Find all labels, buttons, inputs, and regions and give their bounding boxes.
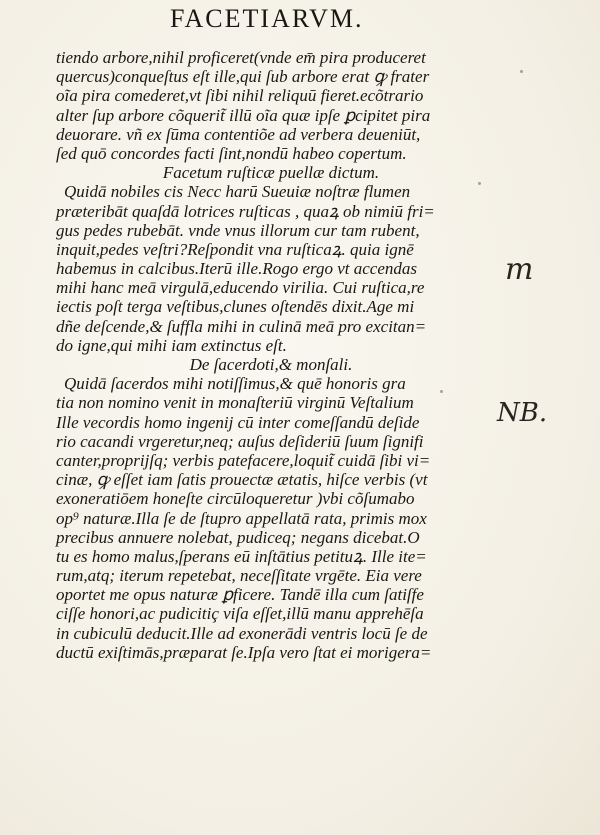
text-line: gus pedes rubebāt. vnde vnus illorum cur tam rubent, bbox=[56, 220, 420, 240]
paper-speck bbox=[520, 70, 523, 73]
text-line: tia non nomino venit in monaſteriū virginū Veſtalium bbox=[56, 393, 414, 413]
text-line: alter ſup arbore cõquerit̃ illū oĩa quæ ipſe ꝑcipitet pira bbox=[56, 105, 431, 125]
text-line: canter,proprijſq; verbis patefacere,loquit̃ cuidā ſibi vi= bbox=[56, 450, 431, 470]
text-line: mihi hanc meā virgulā,educendo virilia. Cui ruſtica,re bbox=[56, 278, 425, 298]
body-text bbox=[56, 48, 486, 662]
text-line: op⁹ naturæ.Illa ſe de ſtupro appellatā rata, primis mox bbox=[56, 508, 427, 528]
text-line: rum,atq; iterum repetebat, neceſſitate vrgēte. Eia vere bbox=[56, 566, 422, 586]
text-line: precibus annuere nolebat, pudiceq; negans dicebat.O bbox=[56, 527, 420, 547]
section-heading: Facetum ruſticæ puellæ dictum. bbox=[162, 163, 380, 183]
text-line: Quidā ſacerdos mihi notiſſimus,& quē honoris gra bbox=[64, 374, 406, 394]
text-line: iectis poſt terga veſtibus,clunes oſtendēs dixit.Age mi bbox=[56, 297, 415, 317]
text-line: deuorare. vñ ex ſūma contentiõe ad verbera deueniūt, bbox=[56, 124, 421, 144]
margin-annotation: m bbox=[505, 252, 534, 287]
text-line: ductū exiſtimās,præparat ſe.Ipſa vero ſtat ei morigera= bbox=[56, 642, 432, 662]
running-title: FACETIARVM. bbox=[170, 4, 364, 33]
text-line: rio cacandi vrgeretur,neq; auſus deſideriū ſuum ſignifi bbox=[56, 431, 424, 451]
paper-speck bbox=[478, 182, 481, 185]
section-heading: De ſacerdoti,& monſali. bbox=[189, 355, 353, 374]
text-line: oportet me opus naturæ ꝑficere. Tandē illa cum ſatiſfe bbox=[56, 585, 424, 605]
text-line: dñe deſcende,& ſuffla mihi in culinā meā pro excitan= bbox=[56, 316, 427, 336]
text-line: cinæ, ꝙ eſſet iam ſatis prouectæ ætatis, hiſce verbis (vt bbox=[56, 470, 428, 490]
margin-annotation: NB. bbox=[497, 398, 548, 428]
text-line: ciſſe honori,ac pudicitiç viſa eſſet,illū manu apprehēſa bbox=[56, 604, 424, 624]
text-line: exoneratiōem honeſte circūloqueretur )vbi cõſumabo bbox=[56, 489, 415, 509]
text-line: in cubiculū deducit.Ille ad exonerādi ventris locū ſe de bbox=[56, 623, 428, 643]
text-line: habemus in calcibus.Iterū ille.Rogo ergo vt accendas bbox=[56, 259, 418, 279]
text-line: tu es homo malus,ſperans eū inſtātius petituꝝ. Ille ite= bbox=[56, 546, 427, 566]
text-line: oĩa pira comederet,vt ſibi nihil reliquū fieret.ecõtrario bbox=[56, 86, 424, 106]
text-line: do igne,qui mihi iam extinctus eſt. bbox=[56, 335, 287, 355]
text-line: tiendo arbore,nihil proficeret(vnde em̄ pira produceret bbox=[56, 48, 426, 67]
text-line: Ille vecordis homo ingenij cū inter comeſſandū deſide bbox=[56, 412, 420, 432]
text-line: quercus)conqueſtus eſt ille,qui ſub arbore erat ꝙ frater bbox=[56, 67, 430, 87]
text-line: inquit,pedes veſtri?Reſpondit vna ruſticaꝝ. quia ignē bbox=[56, 239, 414, 259]
text-line: præteribāt quaſdā lotrices ruſticas , quaꝝ ob nimiū fri= bbox=[56, 201, 435, 221]
text-line: Quidā nobiles cis Necc harū Sueuiæ noſtræ flumen bbox=[64, 182, 411, 202]
text-line: ſed quō concordes facti ſint,nondū habeo copertum. bbox=[56, 143, 407, 163]
paper-speck bbox=[440, 390, 443, 393]
